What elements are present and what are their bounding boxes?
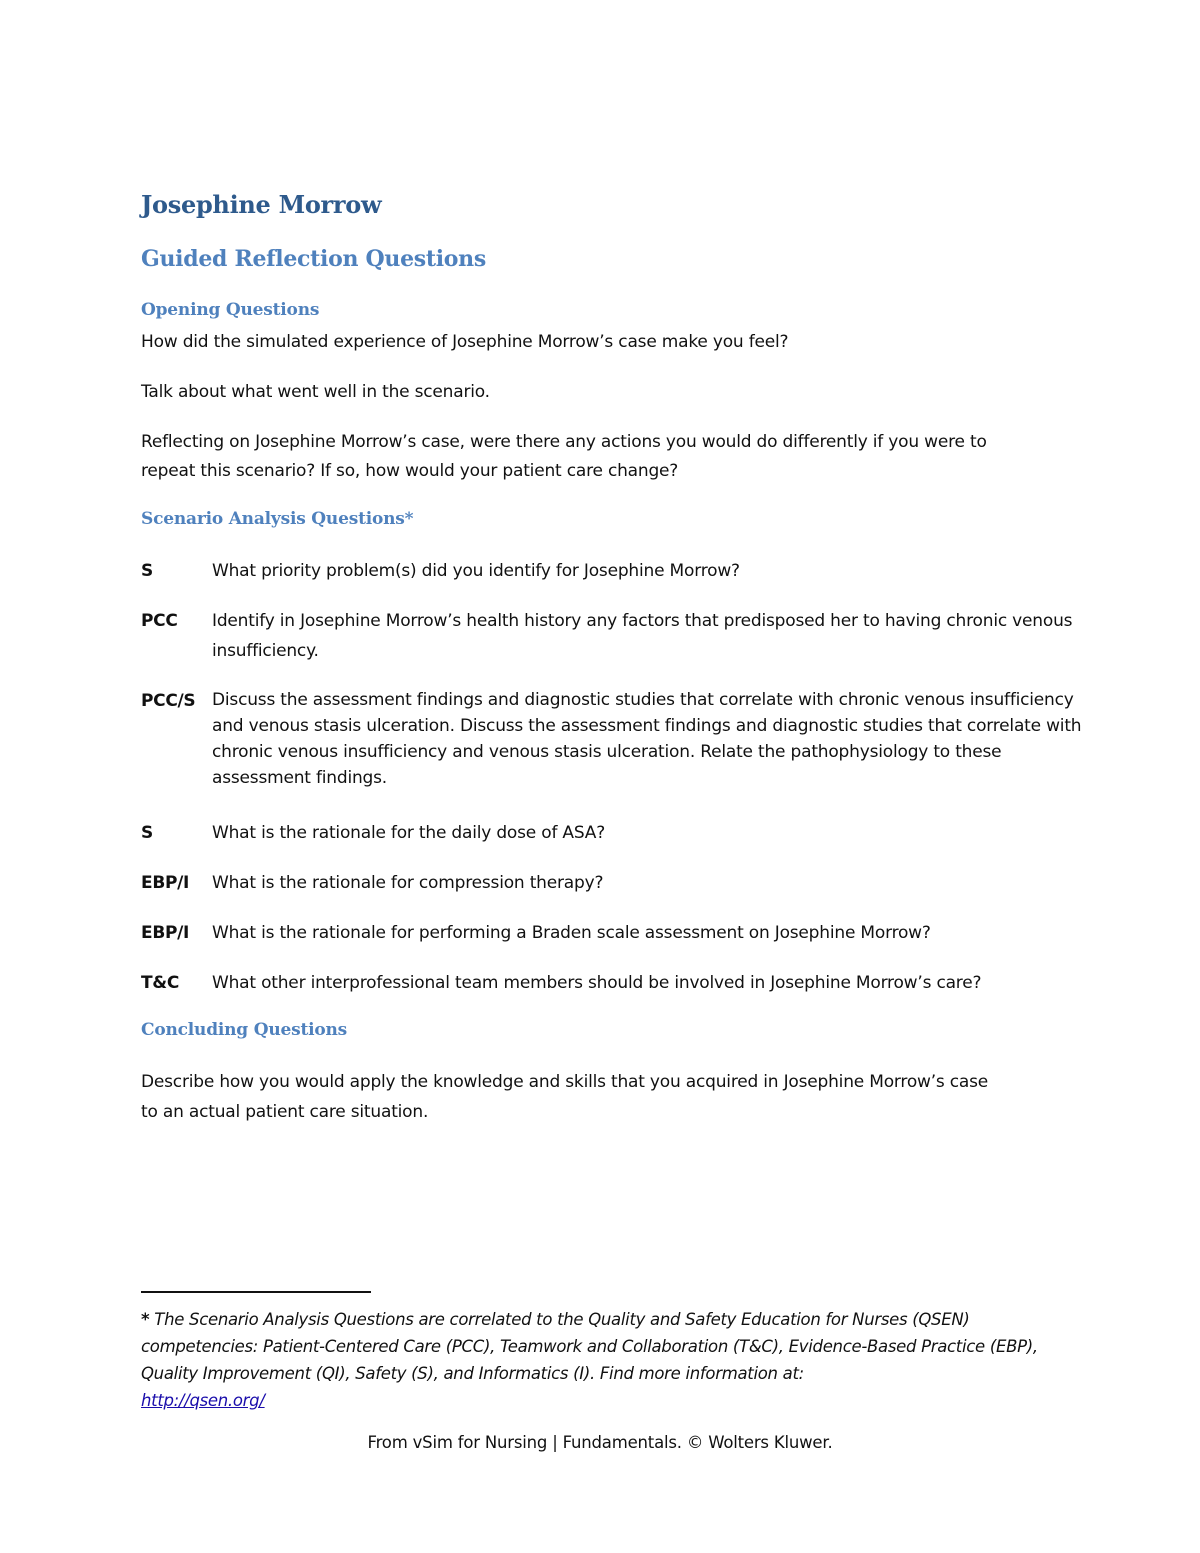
scenario-question-text: What other interprofessional team members should be involved in Josephine Morrow’s care? xyxy=(212,973,982,993)
concluding-questions-heading: Concluding Questions xyxy=(141,1020,348,1040)
page-footer: From vSim for Nursing | Fundamentals. © Wolters Kluwer. xyxy=(367,1433,833,1452)
footnote-text: The Scenario Analysis Questions are correlated to the Quality and Safety Education for Nurses (QSEN) competencies: Patient-Centered Care (PCC), Teamwork and Collaboration (T&C), Evidence-Based Practice (EBP), Quality Improvement (QI), Safety (S), and Informatics (I). Find more information at: xyxy=(141,1310,1038,1383)
qsen-code-label: PCC xyxy=(141,611,178,631)
page-subtitle: Guided Reflection Questions xyxy=(141,246,486,272)
opening-question-3-line-1: Reflecting on Josephine Morrow’s case, were there any actions you would do differently if you were to xyxy=(141,432,987,452)
qsen-link[interactable]: http://qsen.org/ xyxy=(141,1391,265,1410)
concluding-question-line-2: to an actual patient care situation. xyxy=(141,1102,429,1122)
footnote-divider xyxy=(141,1291,371,1293)
opening-question-2: Talk about what went well in the scenario. xyxy=(141,382,490,402)
scenario-question-text: What is the rationale for compression therapy? xyxy=(212,873,604,893)
opening-question-1: How did the simulated experience of Josephine Morrow’s case make you feel? xyxy=(141,332,789,352)
qsen-code-label: S xyxy=(141,823,153,843)
qsen-code-label: EBP/I xyxy=(141,923,190,943)
page-title: Josephine Morrow xyxy=(141,190,382,219)
scenario-question-text: Identify in Josephine Morrow’s health history any factors that predisposed her to having chronic venous insufficiency. xyxy=(212,611,1073,661)
qsen-code-label: T&C xyxy=(141,973,179,993)
scenario-question-text: What priority problem(s) did you identify for Josephine Morrow? xyxy=(212,561,740,581)
footnote-marker: * xyxy=(141,1310,150,1329)
concluding-question-line-1: Describe how you would apply the knowledge and skills that you acquired in Josephine Morrow’s case xyxy=(141,1072,989,1092)
opening-question-3-line-2: repeat this scenario? If so, how would your patient care change? xyxy=(141,461,679,481)
qsen-code-label: S xyxy=(141,561,153,581)
scenario-analysis-heading: Scenario Analysis Questions* xyxy=(141,509,414,529)
qsen-code-label: PCC/S xyxy=(141,691,196,711)
opening-questions-heading: Opening Questions xyxy=(141,300,320,320)
scenario-question-text: Discuss the assessment findings and diagnostic studies that correlate with chronic venous insufficiency and venous stasis ulceration. Discuss the assessment findings and diagnostic studies that correlate with chronic venous insufficiency and venous stasis ulceration. Relate the pathophysiology to these assessment findings. xyxy=(212,690,1082,788)
footnote xyxy=(141,1306,1071,1414)
scenario-question-text: What is the rationale for the daily dose of ASA? xyxy=(212,823,606,843)
qsen-code-label: EBP/I xyxy=(141,873,190,893)
scenario-question-text: What is the rationale for performing a Braden scale assessment on Josephine Morrow? xyxy=(212,923,931,943)
